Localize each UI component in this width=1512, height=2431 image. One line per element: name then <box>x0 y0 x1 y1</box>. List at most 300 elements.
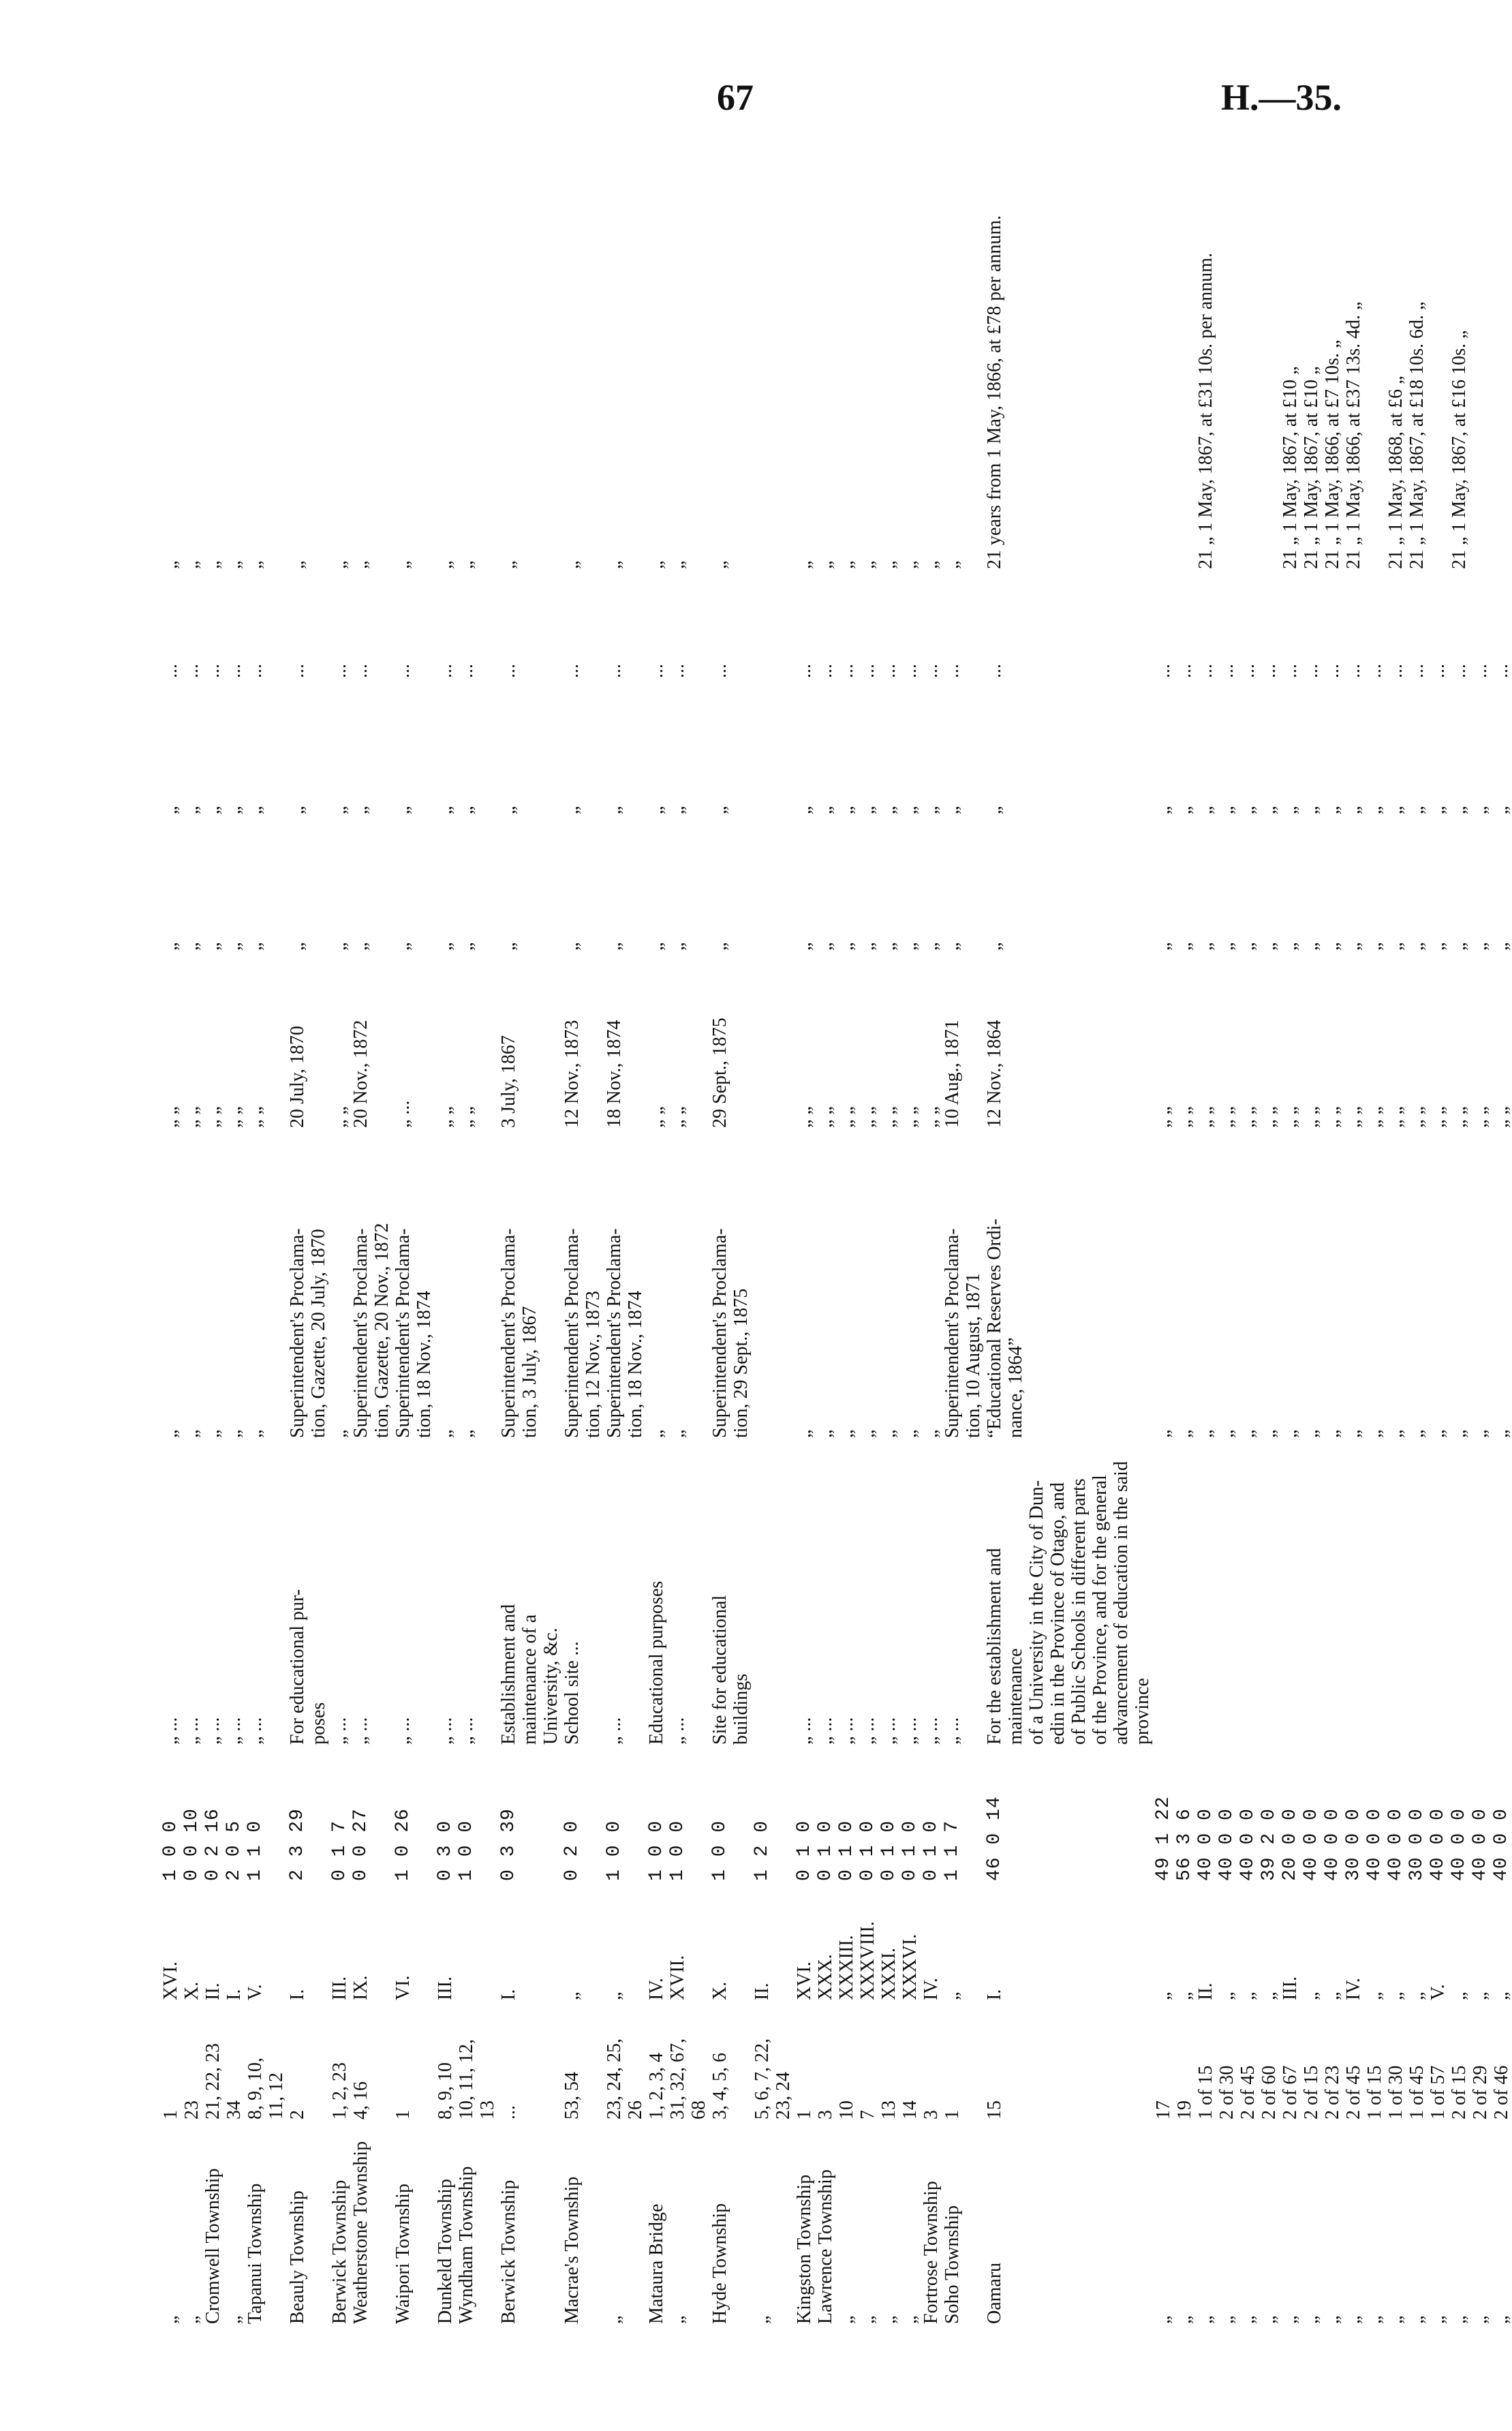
area-cell: 1 0 0 <box>646 1820 667 1881</box>
section-cell: 5, 6, 7, 22, 23, 24 <box>752 2038 794 2120</box>
purpose-cell: For the establishment and maintenance of a University in the City of Dun- edin in the Province of Otago, and of Public Schools in different parts of the Province, and for the general advancement of education in the said province <box>984 1461 1153 1745</box>
extra-column-2-cell: „ <box>667 806 688 814</box>
table-row <box>1491 184 1512 2331</box>
locality-cell: Waipori Township <box>392 2183 414 2324</box>
extra-column-3-cell: ... <box>836 664 857 678</box>
area-cell: 0 1 0 <box>921 1820 942 1881</box>
lease-term-cell: 21 „ 1 May, 1867, at £10 „ <box>1301 366 1322 569</box>
authority-cell: „ <box>878 1429 899 1438</box>
purpose-cell: „ ... <box>857 1717 878 1745</box>
purpose-cell <box>1343 1445 1364 1752</box>
section-cell: 10 <box>836 2100 857 2120</box>
extra-column-1-cell: „ <box>857 942 878 951</box>
date-cell: „ „ <box>1406 1106 1428 1128</box>
date-cell: „ „ <box>667 1106 688 1128</box>
area-cell: 0 1 0 <box>836 1820 857 1881</box>
lease-term-cell: „ <box>604 560 625 569</box>
area-cell: 1 0 0 <box>456 1820 477 1881</box>
block-cell: IV. <box>1343 1978 1364 2000</box>
section-cell: 2 of 15 <box>1301 2065 1322 2120</box>
extra-column-3-cell: ... <box>1406 664 1428 678</box>
extra-column-3-cell: ... <box>561 664 583 678</box>
purpose-cell: „ ... <box>836 1717 857 1745</box>
area-cell: 40 0 0 <box>1385 1808 1406 1881</box>
extra-column-2-cell: „ <box>1322 806 1343 814</box>
extra-column-1-cell: „ <box>878 942 899 951</box>
area-cell: 1 0 26 <box>392 1808 414 1881</box>
block-cell: XVI. <box>794 1961 815 2000</box>
extra-column-2-cell: „ <box>561 806 583 814</box>
extra-column-3-cell: ... <box>1259 664 1280 678</box>
extra-column-1-cell: „ <box>1406 942 1428 951</box>
lease-term-cell <box>1174 184 1195 576</box>
authority-cell: „ <box>646 1429 667 1438</box>
section-cell: 2 <box>287 2110 308 2120</box>
block-cell: XXXI. <box>878 1948 899 2000</box>
extra-column-2-cell: „ <box>350 806 371 814</box>
authority-cell: Superintendent's Proclama- tion, Gazette, 20 July, 1870 <box>287 1228 329 1438</box>
area-cell: 0 1 0 <box>899 1820 921 1881</box>
extra-column-3-cell: ... <box>857 664 878 678</box>
extra-column-2-cell: „ <box>709 806 730 814</box>
authority-cell: „ <box>899 1429 921 1438</box>
date-cell: „ „ <box>1174 1106 1195 1128</box>
extra-column-2-cell: „ <box>1174 806 1195 814</box>
table-row <box>287 184 329 2331</box>
purpose-cell <box>1237 1445 1259 1752</box>
block-cell: „ <box>1491 1991 1512 2000</box>
date-cell: 20 Nov., 1872 <box>350 1020 371 1128</box>
locality-cell: Oamaru <box>984 2262 1005 2324</box>
table-row <box>836 184 857 2331</box>
section-cell: 8, 9, 10 <box>435 2062 456 2120</box>
extra-column-2-cell: „ <box>921 806 942 814</box>
locality-cell: Cromwell Township <box>202 2168 223 2324</box>
purpose-cell <box>1301 1445 1322 1752</box>
section-cell: 1, 2, 23 <box>329 2062 350 2120</box>
extra-column-2-cell: „ <box>160 806 181 814</box>
locality-cell: „ <box>1322 2315 1343 2324</box>
area-cell: 0 0 10 <box>181 1808 202 1881</box>
extra-column-1-cell: „ <box>1385 942 1406 951</box>
block-cell: I. <box>223 1989 245 2000</box>
extra-column-1-cell: „ <box>1216 942 1237 951</box>
extra-column-1-cell: „ <box>392 942 414 951</box>
extra-column-3-cell: ... <box>709 664 730 678</box>
area-cell: 0 1 0 <box>815 1820 836 1881</box>
authority-cell: Superintendent's Proclama- tion, 18 Nov., 1874 <box>392 1228 435 1438</box>
table-row <box>350 184 392 2331</box>
block-cell: XVII. <box>667 1955 688 2000</box>
locality-cell: „ <box>1428 2315 1449 2324</box>
locality-cell: „ <box>1153 2315 1174 2324</box>
section-cell: 2 of 60 <box>1259 2065 1280 2120</box>
table-row <box>1406 184 1428 2331</box>
extra-column-1-cell: „ <box>561 942 583 951</box>
extra-column-2-cell: „ <box>1280 806 1301 814</box>
extra-column-1-cell: „ <box>646 942 667 951</box>
purpose-cell: „ ... <box>350 1717 371 1745</box>
table-row <box>878 184 899 2331</box>
extra-column-1-cell: „ <box>899 942 921 951</box>
lease-term-cell <box>752 184 794 576</box>
authority-cell: „ <box>1322 1429 1343 1438</box>
lease-term-cell: 21 „ 1 May, 1867, at £16 10s. „ <box>1449 330 1470 569</box>
extra-column-2-cell: „ <box>1301 806 1322 814</box>
extra-column-1-cell: „ <box>1364 942 1385 951</box>
authority-cell: „ <box>1406 1429 1428 1438</box>
date-cell: „ „ <box>1280 1106 1301 1128</box>
lease-term-cell <box>1428 184 1449 576</box>
area-cell: 40 0 0 <box>1470 1808 1491 1881</box>
purpose-cell: „ ... <box>942 1717 963 1745</box>
lease-term-cell: 21 „ 1 May, 1866, at £7 10s. „ <box>1322 339 1343 569</box>
area-cell: 40 0 0 <box>1216 1808 1237 1881</box>
date-cell: „ „ <box>878 1106 899 1128</box>
lease-term-cell: „ <box>160 560 181 569</box>
date-cell: „ „ <box>435 1106 456 1128</box>
locality-cell: „ <box>1216 2315 1237 2324</box>
block-cell: X. <box>181 1981 202 2000</box>
authority-cell: Superintendent's Proclama- tion, 3 July, 1867 <box>498 1228 540 1438</box>
table-row <box>456 184 498 2331</box>
extra-column-2-cell: „ <box>1491 806 1512 814</box>
date-cell: „ ... <box>392 1100 414 1128</box>
section-cell: 8, 9, 10, 11, 12 <box>245 2058 287 2120</box>
locality-cell: „ <box>181 2315 202 2324</box>
purpose-cell: For educational pur- poses <box>287 1589 329 1745</box>
authority-cell: „ <box>1237 1429 1259 1438</box>
date-cell: „ „ <box>836 1106 857 1128</box>
rotated-table-container <box>160 184 1512 2331</box>
table-row <box>1237 184 1259 2331</box>
table-row <box>160 184 181 2331</box>
extra-column-2-cell: „ <box>878 806 899 814</box>
lease-term-cell: „ <box>857 560 878 569</box>
authority-cell: „ <box>456 1429 477 1438</box>
extra-column-2-cell: „ <box>1385 806 1406 814</box>
purpose-cell: „ ... <box>921 1717 942 1745</box>
block-cell: XVI. <box>160 1961 181 2000</box>
purpose-cell <box>1406 1445 1428 1752</box>
block-cell: IV. <box>646 1978 667 2000</box>
date-cell: „ „ <box>1491 1106 1512 1128</box>
table-row <box>1153 184 1174 2331</box>
section-cell: 1 of 30 <box>1385 2065 1406 2120</box>
extra-column-1-cell: „ <box>1428 942 1449 951</box>
authority-cell <box>752 1135 794 1445</box>
extra-column-1-cell: „ <box>287 942 308 951</box>
section-cell: 1, 2, 3, 4 <box>646 2053 667 2120</box>
extra-column-3-cell: ... <box>1216 664 1237 678</box>
purpose-cell: „ ... <box>667 1717 688 1745</box>
date-cell: 20 July, 1870 <box>287 1026 308 1128</box>
lease-term-cell <box>1153 184 1174 576</box>
extra-column-3-cell: ... <box>245 664 266 678</box>
extra-column-3-cell: ... <box>202 664 223 678</box>
block-cell: IV. <box>921 1978 942 2000</box>
purpose-cell <box>1174 1445 1195 1752</box>
extra-column-3-cell: ... <box>1470 664 1491 678</box>
block-cell: III. <box>435 1976 456 2000</box>
date-cell: „ „ <box>160 1106 181 1128</box>
extra-column-3-cell: ... <box>329 664 350 678</box>
locality-cell: Berwick Township <box>498 2180 519 2324</box>
locality-cell: „ <box>1280 2315 1301 2324</box>
extra-column-1-cell: „ <box>202 942 223 951</box>
locality-cell: „ <box>1470 2315 1491 2324</box>
locality-cell: „ <box>667 2315 688 2324</box>
lease-term-cell: „ <box>350 560 371 569</box>
section-cell: 1 of 45 <box>1406 2065 1428 2120</box>
authority-cell: „ <box>1364 1429 1385 1438</box>
extra-column-3-cell: ... <box>921 664 942 678</box>
lease-term-cell: „ <box>392 560 414 569</box>
table-row <box>899 184 921 2331</box>
extra-column-1-cell: „ <box>604 942 625 951</box>
section-cell: 13 <box>878 2100 899 2120</box>
extra-column-3-cell: ... <box>604 664 625 678</box>
table-row <box>1259 184 1280 2331</box>
table-row <box>1280 184 1301 2331</box>
extra-column-3-cell: ... <box>181 664 202 678</box>
lease-term-cell: „ <box>202 560 223 569</box>
purpose-cell: School site ... <box>561 1641 583 1745</box>
date-cell: „ „ <box>646 1106 667 1128</box>
extra-column-2-cell: „ <box>1470 806 1491 814</box>
block-cell: III. <box>329 1976 350 2000</box>
lease-term-cell: „ <box>181 560 202 569</box>
table-body <box>160 184 1512 2331</box>
area-cell: 1 0 0 <box>160 1820 181 1881</box>
purpose-cell <box>1364 1445 1385 1752</box>
lease-term-cell: „ <box>921 560 942 569</box>
extra-column-3-cell: ... <box>794 664 815 678</box>
section-cell: 14 <box>899 2100 921 2120</box>
lease-term-cell: „ <box>709 560 730 569</box>
extra-column-3-cell: ... <box>1364 664 1385 678</box>
extra-column-3-cell: ... <box>1449 664 1470 678</box>
extra-column-3-cell: ... <box>646 664 667 678</box>
section-cell: 10, 11, 12, 13 <box>456 2039 498 2120</box>
area-cell: 1 0 0 <box>604 1820 625 1881</box>
block-cell: II. <box>752 1983 773 2000</box>
extra-column-2-cell: „ <box>1364 806 1385 814</box>
block-cell: V. <box>245 1984 266 2000</box>
section-cell: 2 of 15 <box>1449 2065 1470 2120</box>
authority-cell: „ <box>1301 1429 1322 1438</box>
locality-cell: Soho Township <box>942 2205 963 2324</box>
date-cell: 10 Aug., 1871 <box>942 1020 963 1128</box>
lease-term-cell: „ <box>794 560 815 569</box>
purpose-cell: „ ... <box>878 1717 899 1745</box>
table-row <box>709 184 752 2331</box>
date-cell: „ „ <box>223 1106 245 1128</box>
locality-cell: „ <box>878 2315 899 2324</box>
purpose-cell: „ ... <box>815 1717 836 1745</box>
date-cell: „ „ <box>1343 1106 1364 1128</box>
table-row <box>202 184 223 2331</box>
locality-cell: „ <box>1343 2315 1364 2324</box>
date-cell: 29 Sept., 1875 <box>709 1018 730 1128</box>
section-cell: 1 <box>794 2110 815 2120</box>
extra-column-2-cell: „ <box>794 806 815 814</box>
extra-column-1-cell: „ <box>1449 942 1470 951</box>
table-row <box>1470 184 1491 2331</box>
extra-column-3-cell: ... <box>1301 664 1322 678</box>
authority-cell: „ <box>815 1429 836 1438</box>
extra-column-3-cell: ... <box>899 664 921 678</box>
extra-column-3-cell: ... <box>1343 664 1364 678</box>
extra-column-2-cell: „ <box>1153 806 1174 814</box>
block-cell: „ <box>1322 1991 1343 2000</box>
purpose-cell: „ ... <box>456 1717 477 1745</box>
date-cell: „ „ <box>1322 1106 1343 1128</box>
extra-column-1-cell: „ <box>667 942 688 951</box>
extra-column-1-cell: „ <box>456 942 477 951</box>
section-cell: 1 of 15 <box>1364 2065 1385 2120</box>
locality-cell: Hyde Township <box>709 2203 730 2324</box>
lease-term-cell: „ <box>942 560 963 569</box>
extra-column-3-cell: ... <box>287 664 308 678</box>
locality-cell: Wyndham Township <box>456 2166 477 2324</box>
section-cell: 17 <box>1153 2100 1174 2120</box>
area-cell: 40 0 0 <box>1301 1808 1322 1881</box>
table-row <box>752 184 794 2331</box>
locality-cell: Weatherstone Township <box>350 2141 371 2324</box>
area-cell: 0 1 0 <box>857 1820 878 1881</box>
table-row <box>815 184 836 2331</box>
authority-cell: „ <box>794 1429 815 1438</box>
locality-cell: „ <box>1406 2315 1428 2324</box>
authority-cell: Superintendent's Proclama- tion, 10 August, 1871 <box>942 1228 984 1438</box>
extra-column-3-cell: ... <box>1237 664 1259 678</box>
extra-column-3-cell <box>752 576 794 685</box>
lease-term-cell: „ <box>646 560 667 569</box>
extra-column-3-cell: ... <box>456 664 477 678</box>
extra-column-2-cell: „ <box>899 806 921 814</box>
area-cell: 2 3 29 <box>287 1808 308 1881</box>
locality-cell: Beauly Township <box>287 2190 308 2324</box>
table-row <box>1174 184 1195 2331</box>
authority-cell: “Educational Reserves Ordi- nance, 1864” <box>984 1219 1026 1438</box>
table-row <box>921 184 942 2331</box>
locality-cell: „ <box>1195 2315 1216 2324</box>
lease-term-cell: 21 „ 1 May, 1867, at £18 10s. 6d. „ <box>1406 301 1428 569</box>
extra-column-2-cell: „ <box>456 806 477 814</box>
block-cell: „ <box>1237 1991 1259 2000</box>
purpose-cell: „ ... <box>202 1717 223 1745</box>
block-cell: XXXVI. <box>899 1933 921 2000</box>
section-cell: 3, 4, 5, 6 <box>709 2053 730 2120</box>
lease-term-cell <box>1491 184 1512 576</box>
purpose-cell: „ ... <box>160 1717 181 1745</box>
table-row <box>392 184 435 2331</box>
extra-column-3-cell: ... <box>1195 664 1216 678</box>
block-cell: „ <box>1174 1991 1195 2000</box>
section-cell: 2 of 23 <box>1322 2065 1343 2120</box>
lease-term-cell: 21 years from 1 May, 1866, at £78 per annum. <box>984 215 1005 569</box>
table-row <box>329 184 350 2331</box>
extra-column-3-cell: ... <box>435 664 456 678</box>
lease-term-cell: „ <box>815 560 836 569</box>
authority-cell: Superintendent's Proclama- tion, 12 Nov., 1873 <box>561 1228 604 1438</box>
block-cell: „ <box>1216 1991 1237 2000</box>
block-cell: V. <box>1428 1984 1449 2000</box>
section-cell: 21, 22, 23 <box>202 2043 223 2120</box>
purpose-cell: Establishment and maintenance of a University, &c. <box>498 1604 561 1745</box>
date-cell: 12 Nov., 1873 <box>561 1020 583 1128</box>
area-cell: 40 0 0 <box>1364 1808 1385 1881</box>
block-cell <box>456 1888 498 2007</box>
extra-column-2-cell: „ <box>1216 806 1237 814</box>
extra-column-1-cell: „ <box>1237 942 1259 951</box>
document-reference: H.—35. <box>1221 77 1342 118</box>
date-cell: „ „ <box>1301 1106 1322 1128</box>
purpose-cell <box>1280 1445 1301 1752</box>
authority-cell: „ <box>1280 1429 1301 1438</box>
extra-column-1-cell: „ <box>709 942 730 951</box>
authority-cell: „ <box>1491 1429 1512 1438</box>
locality-cell: „ <box>1385 2315 1406 2324</box>
extra-column-1-cell: „ <box>1470 942 1491 951</box>
block-cell: „ <box>561 1991 583 2000</box>
table-row <box>223 184 245 2331</box>
purpose-cell: Educational purposes <box>646 1580 667 1745</box>
lease-term-cell: „ <box>878 560 899 569</box>
table-row <box>942 184 984 2331</box>
block-cell: II. <box>1195 1983 1216 2000</box>
area-cell: 1 0 0 <box>667 1820 688 1881</box>
table-row <box>498 184 561 2331</box>
purpose-cell <box>1322 1445 1343 1752</box>
lease-term-cell <box>1216 184 1237 576</box>
block-cell: II. <box>202 1983 223 2000</box>
purpose-cell <box>1491 1445 1512 1752</box>
purpose-cell: „ ... <box>794 1717 815 1745</box>
extra-column-2-cell: „ <box>815 806 836 814</box>
extra-column-1-cell: „ <box>1322 942 1343 951</box>
purpose-cell: „ ... <box>899 1717 921 1745</box>
table-row <box>1322 184 1343 2331</box>
block-cell: „ <box>1449 1991 1470 2000</box>
extra-column-1-cell: „ <box>1491 942 1512 951</box>
lease-term-cell: „ <box>899 560 921 569</box>
table-row <box>1364 184 1385 2331</box>
authority-cell: „ <box>1174 1429 1195 1438</box>
lease-term-cell: „ <box>435 560 456 569</box>
extra-column-1-cell: „ <box>942 942 963 951</box>
purpose-cell <box>1216 1445 1237 1752</box>
authority-cell: „ <box>181 1429 202 1438</box>
extra-column-3-cell: ... <box>392 664 414 678</box>
date-cell: „ „ <box>1216 1106 1237 1128</box>
authority-cell: „ <box>667 1429 688 1438</box>
lease-term-cell <box>1470 184 1491 576</box>
extra-column-1-cell: „ <box>245 942 266 951</box>
section-cell: ... <box>498 2105 519 2120</box>
purpose-cell: „ ... <box>245 1717 266 1745</box>
area-cell: 39 2 0 <box>1259 1808 1280 1881</box>
date-cell <box>752 958 794 1135</box>
area-cell: 0 0 27 <box>350 1808 371 1881</box>
area-cell: 30 0 0 <box>1406 1808 1428 1881</box>
area-cell: 40 0 0 <box>1322 1808 1343 1881</box>
lease-term-cell: „ <box>836 560 857 569</box>
area-cell: 40 0 0 <box>1428 1808 1449 1881</box>
authority-cell: „ <box>857 1429 878 1438</box>
date-cell: „ „ <box>181 1106 202 1128</box>
